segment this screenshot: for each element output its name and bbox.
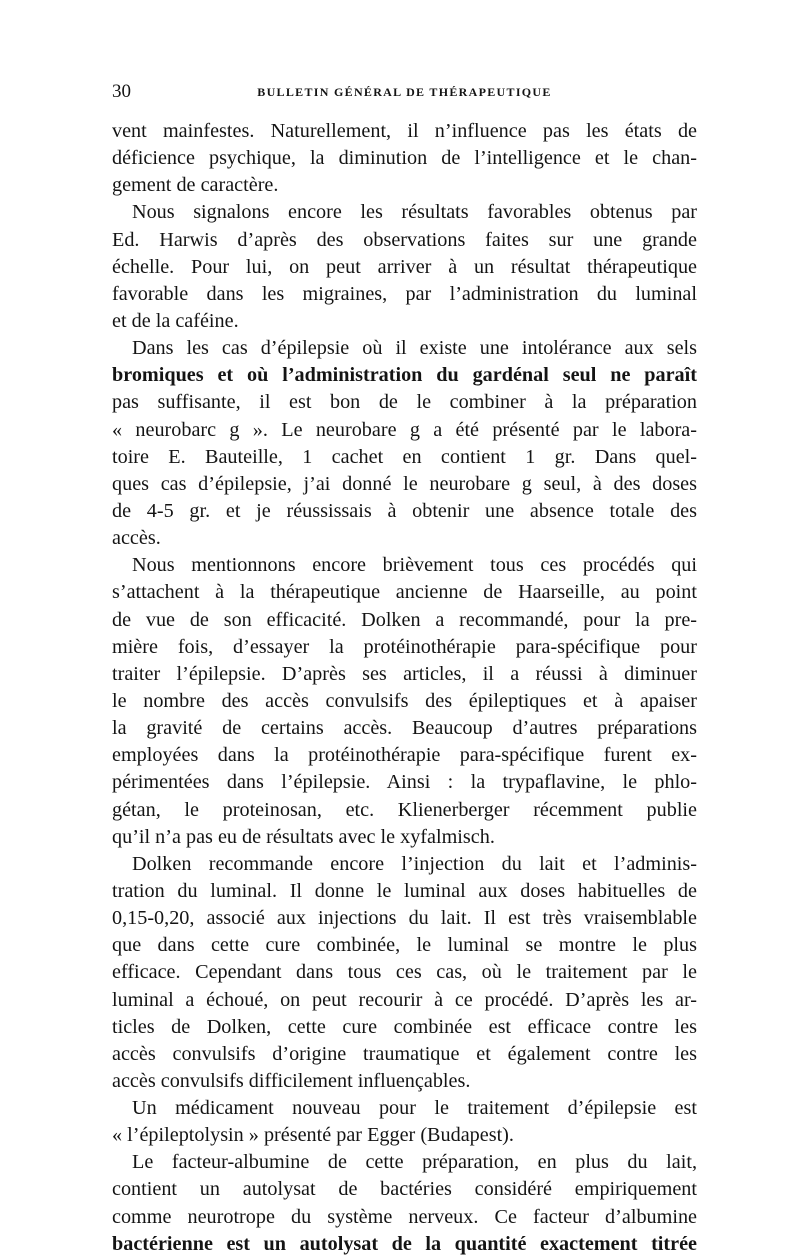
- text-line: luminal a échoué, on peut recourir à ce procédé. D’après les ar-: [112, 988, 697, 1011]
- text-line: efficace. Cependant dans tous ces cas, où le traitement par le: [112, 961, 697, 984]
- text-line: qu’il n’a pas eu de résultats avec le xyfalmisch.: [112, 825, 495, 848]
- text-line: accès convulsifs d’origine traumatique et également contre les: [112, 1042, 697, 1065]
- text-line: accès convulsifs difficilement influençables.: [112, 1069, 471, 1092]
- text-line: mière fois, d’essayer la protéinothérapie para-spécifique pour: [112, 635, 697, 658]
- text-line: gétan, le proteinosan, etc. Klienerberger récemment publie: [112, 798, 697, 821]
- text-line: « l’épileptolysin » présenté par Egger (Budapest).: [112, 1124, 514, 1147]
- text-line: que dans cette cure combinée, le luminal se montre le plus: [112, 934, 697, 957]
- text-line: Dolken recommande encore l’injection du lait et l’adminis-: [132, 852, 697, 875]
- text-line: pas suffisante, il est bon de le combiner à la préparation: [112, 391, 697, 414]
- text-line: Un médicament nouveau pour le traitement d’épilepsie est: [132, 1097, 697, 1120]
- running-title: BULLETIN GÉNÉRAL DE THÉRAPEUTIQUE: [257, 85, 552, 99]
- text-line: « neurobarc g ». Le neurobare g a été présenté par le labora-: [112, 418, 697, 441]
- text-line: bromiques et où l’administration du gardénal seul ne paraît: [112, 364, 697, 387]
- text-line: de vue de son efficacité. Dolken a recommandé, pour la pre-: [112, 608, 697, 631]
- text-line: 0,15-0,20, associé aux injections du lait. Il est très vraisemblable: [112, 907, 697, 930]
- text-line: bactérienne est un autolysat de la quantité exactement titrée: [112, 1232, 697, 1255]
- page-number: 30: [112, 81, 131, 102]
- body-text: [112, 118, 697, 1258]
- text-line: gement de caractère.: [112, 174, 279, 197]
- text-line: échelle. Pour lui, on peut arriver à un résultat thérapeutique: [112, 255, 697, 278]
- text-line: favorable dans les migraines, par l’administration du luminal: [112, 282, 697, 305]
- text-line: accès.: [112, 527, 161, 550]
- text-line: comme neurotrope du système nerveux. Ce facteur d’albumine: [112, 1205, 697, 1228]
- text-line: Ed. Harwis d’après des observations faites sur une grande: [112, 228, 697, 251]
- text-line: ques cas d’épilepsie, j’ai donné le neurobare g seul, à des doses: [112, 472, 697, 495]
- text-line: Nous mentionnons encore brièvement tous ces procédés qui: [132, 554, 697, 577]
- text-line: Nous signalons encore les résultats favorables obtenus par: [132, 201, 697, 224]
- text-line: Le facteur-albumine de cette préparation, en plus du lait,: [132, 1151, 697, 1174]
- text-line: déficience psychique, la diminution de l’intelligence et le chan-: [112, 147, 697, 170]
- text-line: de 4-5 gr. et je réussissais à obtenir une absence totale des: [112, 499, 697, 522]
- text-line: ticles de Dolken, cette cure combinée est efficace contre les: [112, 1015, 697, 1038]
- page-header: [112, 80, 697, 104]
- text-line: contient un autolysat de bactéries considéré empiriquement: [112, 1178, 697, 1201]
- text-line: toire E. Bauteille, 1 cachet en contient 1 gr. Dans quel-: [112, 445, 697, 468]
- text-line: vent mainfestes. Naturellement, il n’influence pas les états de: [112, 120, 697, 142]
- text-line: traiter l’épilepsie. D’après ses articles, il a réussi à diminuer: [112, 662, 697, 685]
- text-line: employées dans la protéinothérapie para-spécifique furent ex-: [112, 744, 697, 767]
- text-line: tration du luminal. Il donne le luminal aux doses habituelles de: [112, 879, 697, 902]
- text-line: s’attachent à la thérapeutique ancienne de Haarseille, au point: [112, 581, 697, 604]
- text-line: la gravité de certains accès. Beaucoup d’autres préparations: [112, 717, 697, 740]
- text-line: Dans les cas d’épilepsie où il existe une intolérance aux sels: [132, 337, 697, 360]
- text-line: et de la caféine.: [112, 309, 239, 332]
- text-line: périmentées dans l’épilepsie. Ainsi : la trypaflavine, le phlo-: [112, 771, 697, 794]
- text-line: le nombre des accès convulsifs des épileptiques et à apaiser: [112, 689, 697, 712]
